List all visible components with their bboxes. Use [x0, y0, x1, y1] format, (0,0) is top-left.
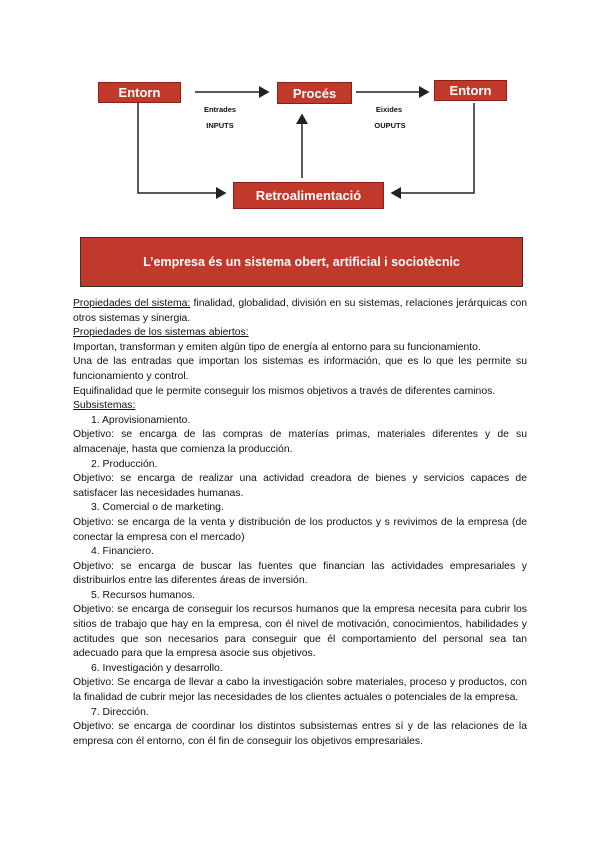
retroalimentacio-box: Retroalimentació: [233, 182, 384, 209]
list-item-title: 3. Comercial o de marketing.: [91, 502, 224, 514]
paragraph-entradas: Una de las entradas que importan los sistemas es información, que es lo que les permite su funcionamiento y control.: [73, 356, 527, 382]
entrades-label: Entrades: [203, 105, 237, 114]
arrow-left-return: [138, 103, 225, 193]
inputs-label: INPUTS: [206, 121, 234, 130]
propiedades-abiertos-label: Propiedades de los sistemas abiertos:: [73, 327, 249, 339]
list-item-title: 6. Investigación y desarrollo.: [91, 662, 223, 674]
propiedades-sistema-text: finalidad, globalidad, división en su sistemas, relaciones jerárquicas con otros sistemas y sinergia.: [73, 298, 528, 324]
list-item-objetivo: Objetivo: Se encarga de llevar a cabo la investigación sobre materiales, proceso y productos, con la finalidad de cubrir mejor las necesidades de los clientes actuales o potenciales de la empresa.: [73, 677, 527, 704]
entorn-right-box: Entorn: [434, 80, 507, 101]
arrow-right-return: [392, 103, 474, 193]
system-diagram: [0, 0, 600, 230]
proces-box: Procés: [277, 82, 352, 104]
paragraph-importan: Importan, transforman y emiten algún tipo de energía al entorno para su funcionamiento.: [73, 341, 481, 353]
eixides-label: Eixides: [375, 105, 403, 114]
list-item-title: 7. Dirección.: [91, 706, 149, 718]
paragraph-equifinalidad: Equifinalidad que le permite conseguir los mismos objetivos a través de diferentes caminos.: [73, 385, 496, 397]
entorn-left-box: Entorn: [98, 82, 181, 103]
list-item-title: 1. Aprovisionamiento.: [91, 414, 191, 426]
list-item-objetivo: Objetivo: se encarga de buscar las fuentes que financian las actividades empresariales y distribuirlos entre las diferentes áreas de inversión.: [73, 560, 527, 587]
list-item-title: 4. Financiero.: [91, 546, 154, 558]
list-item-objetivo: Objetivo: se encarga de las compras de materías primas, materiales diferentes y de su almacenaje, hasta que comienza la producción.: [73, 429, 527, 455]
list-item-title: 5. Recursos humanos.: [91, 589, 195, 601]
propiedades-sistema: [73, 297, 527, 326]
list-item-title: 2. Producción.: [91, 458, 158, 470]
list-item-objetivo: Objetivo: se encarga de realizar una actividad creadora de bienes y servicios capaces de satisfacer las necesidades humanas.: [73, 473, 527, 499]
outputs-label: OUPUTS: [374, 121, 406, 130]
title-banner: L’empresa és un sistema obert, artificial i sociotècnic: [80, 237, 523, 287]
list-item-objetivo: Objetivo: se encarga de la venta y distribución de los productos y s revivimos de la empresa (de conectar la empresa con el mercado): [73, 516, 527, 543]
subsistemas-label: Subsistemas:: [73, 400, 136, 412]
list-item-objetivo: Objetivo: se encarga de conseguir los recursos humanos que la empresa necesita para cubrir los sitios de trabajo que hay en la empresa, con él nivel de motivación, conocimientos, habilidades y actitudes que son necesarios para conseguir que él comportamiento del personal sea tan adecuado para que la empresa asocie sus objetivos.: [73, 604, 527, 660]
document-body: [73, 297, 527, 749]
list-item-objetivo: Objetivo: se encarga de coordinar los distintos subsistemas entres sí y de las relaciones de la empresa con él entorno, con él fin de conseguir los objetivos empresariales.: [73, 721, 527, 747]
propiedades-sistema-label: Propiedades del sistema:: [73, 298, 191, 309]
